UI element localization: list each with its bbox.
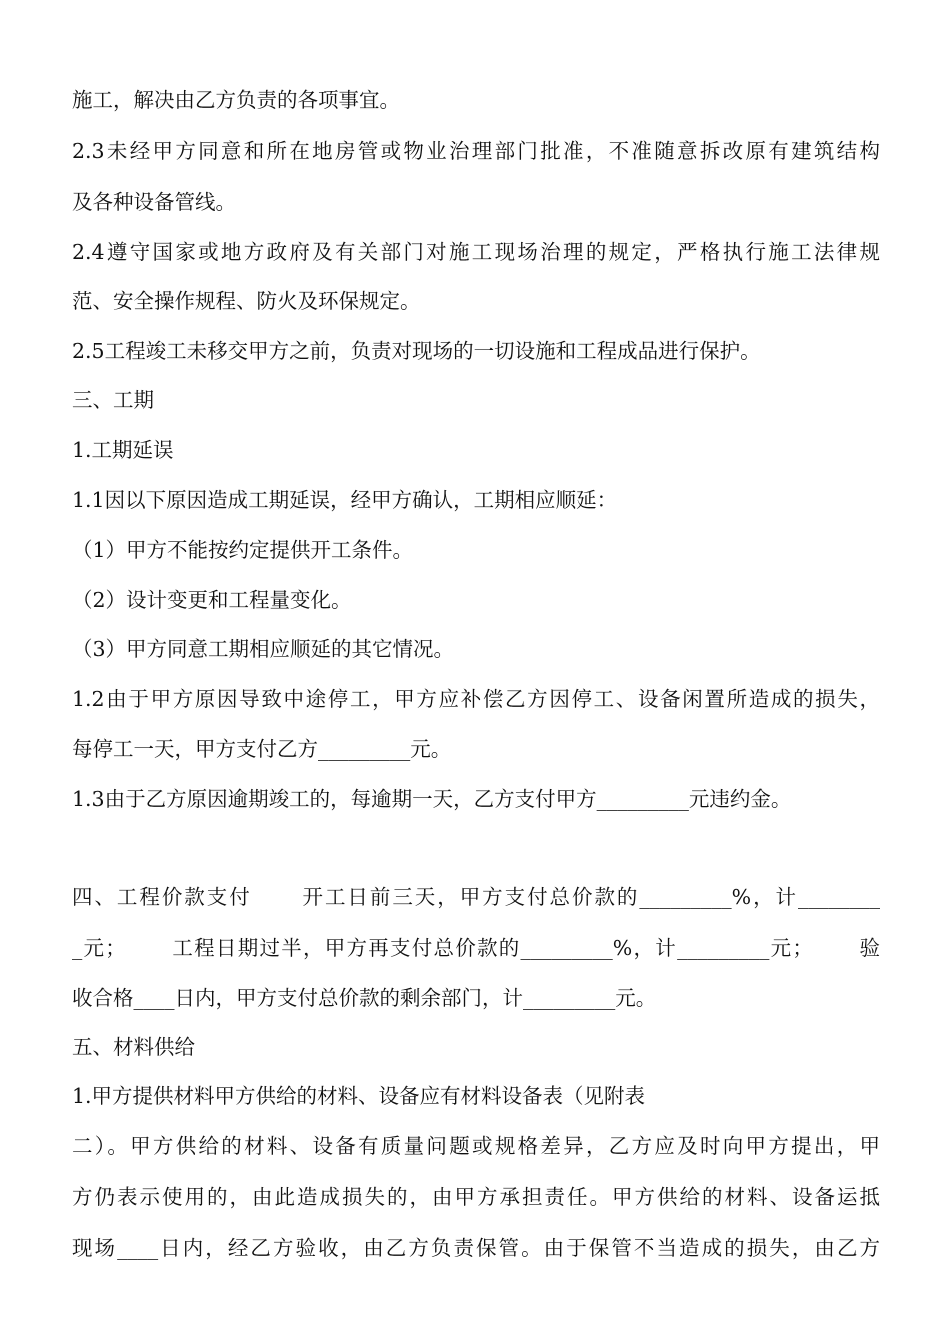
list-item: （3）甲方同意工期相应顺延的其它情况。 (72, 637, 455, 661)
text-line: 方仍表示使用的，由此造成损失的，由甲方承担责任。甲方供给的材料、设备运抵 (72, 1185, 880, 1209)
text-line: _元； 工程日期过半，甲方再支付总价款的_________%，计_________元； 验 (72, 936, 880, 960)
text-line: 1.2由于甲方原因导致中途停工，甲方应补偿乙方因停工、设备闲置所造成的损失， (72, 687, 880, 711)
list-item: （2）设计变更和工程量变化。 (72, 588, 352, 612)
text-line: 及各种设备管线。 (72, 190, 236, 214)
text-line: 1.甲方提供材料甲方供给的材料、设备应有材料设备表（见附表 (72, 1084, 646, 1108)
text-line: 二）。甲方供给的材料、设备有质量问题或规格差异，乙方应及时向甲方提出，甲 (72, 1134, 880, 1158)
text-line: 2.5工程竣工未移交甲方之前，负责对现场的一切设施和工程成品进行保护。 (72, 339, 761, 363)
text-line: 现场____日内，经乙方验收，由乙方负责保管。由于保管不当造成的损失，由乙方 (72, 1236, 880, 1260)
text-line: 每停工一天，甲方支付乙方_________元。 (72, 737, 452, 761)
text-line: 2.3未经甲方同意和所在地房管或物业治理部门批准，不准随意拆改原有建筑结构 (72, 139, 880, 163)
section-heading: 五、材料供给 (72, 1035, 195, 1059)
text-line: 1.3由于乙方原因逾期竣工的，每逾期一天，乙方支付甲方_________元违约金。 (72, 787, 792, 811)
text-line: 范、安全操作规程、防火及环保规定。 (72, 289, 421, 313)
list-item: （1）甲方不能按约定提供开工条件。 (72, 538, 414, 562)
text-line: 施工，解决由乙方负责的各项事宜。 (72, 88, 400, 112)
text-line: 1.1因以下原因造成工期延误，经甲方确认，工期相应顺延： (72, 488, 618, 512)
section-heading: 三、工期 (72, 388, 154, 412)
text-line: 收合格____日内，甲方支付总价款的剩余部门，计_________元。 (72, 986, 657, 1010)
text-line: 2.4遵守国家或地方政府及有关部门对施工现场治理的规定，严格执行施工法律规 (72, 240, 880, 264)
section-heading: 四、工程价款支付 开工日前三天，甲方支付总价款的_________%，计________ (72, 885, 880, 909)
subsection-heading: 1.工期延误 (72, 438, 174, 462)
